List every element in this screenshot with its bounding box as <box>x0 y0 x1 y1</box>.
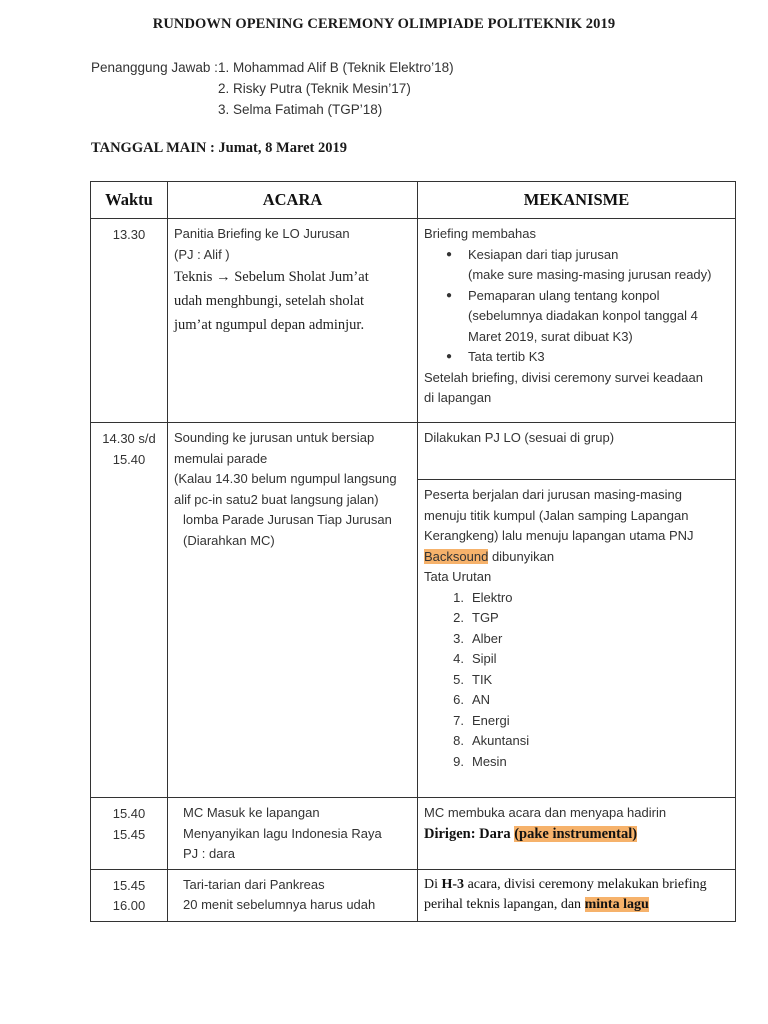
table-row <box>91 798 736 870</box>
acara-line: Panitia Briefing ke LO Jurusan <box>174 226 350 241</box>
acara-line: udah menghbungi, setelah sholat <box>174 293 365 309</box>
backsound-highlight: Backsound <box>424 548 489 564</box>
acara-line: Sounding ke jurusan untuk bersiap <box>174 430 375 445</box>
mekanisme-cell <box>418 480 736 798</box>
acara-line: jum’at ngumpul depan adminjur. <box>174 317 365 333</box>
acara-line: memulai parade <box>174 450 268 466</box>
urutan-item: 3. Alber <box>453 630 503 646</box>
acara-line: Menyanyikan lagu Indonesia Raya <box>183 825 382 841</box>
table-row <box>91 219 736 423</box>
tanggal-main: TANGGAL MAIN : Jumat, 8 Maret 2019 <box>91 140 348 156</box>
acara-line: lomba Parade Jurusan Tiap Jurusan <box>183 512 392 527</box>
acara-line: Teknis → Sebelum Sholat Jum’at <box>174 269 369 285</box>
mek-line: Briefing membahas <box>424 226 536 241</box>
urutan-item: 9. Mesin <box>453 753 507 769</box>
pj-label: Penanggung Jawab : <box>91 60 218 75</box>
waktu-cell: 14.30 s/d 15.40 <box>91 423 168 798</box>
mek-line: menuju titik kumpul (Jalan samping Lapangan <box>424 507 689 523</box>
header-waktu: Waktu <box>91 182 168 219</box>
urutan-item: 4. Sipil <box>453 651 497 666</box>
mek-line: MC membuka acara dan menyapa hadirin <box>424 805 667 820</box>
pj-person-3: 3. Selma Fatimah (TGP’18) <box>218 102 383 117</box>
dirigen-label: Dirigen: Dara <box>424 825 511 842</box>
list-item: ● Kesiapan dari tiap jurusan (make sure masing-masing jurusan ready) <box>446 245 729 286</box>
urutan-item: 6. AN <box>453 692 491 707</box>
mekanisme-cell <box>418 423 736 480</box>
list-item: ● Tata tertib K3 <box>446 347 729 368</box>
mek-line: Peserta berjalan dari jurusan masing-masing <box>424 487 682 502</box>
waktu-cell: 13.30 <box>91 219 168 423</box>
mek-line: Backsound dibunyikan <box>424 548 555 564</box>
urutan-item: 8. Akuntansi <box>453 733 530 748</box>
mek-line: Setelah briefing, divisi ceremony survei keadaan <box>424 369 703 385</box>
acara-cell <box>168 219 418 423</box>
acara-line: MC Masuk ke lapangan <box>183 805 320 820</box>
table-header-row <box>91 182 736 219</box>
acara-cell <box>168 423 418 798</box>
pj-person-1: 1. Mohammad Alif B (Teknik Elektro’18) <box>218 60 454 75</box>
acara-line: (Diarahkan MC) <box>183 532 275 548</box>
header-acara: ACARA <box>168 182 418 219</box>
acara-line: 20 menit sebelumnya harus udah <box>183 897 376 912</box>
mekanisme-cell <box>418 869 736 921</box>
mek-line <box>424 824 729 845</box>
urutan-item: 2. TGP <box>453 610 499 625</box>
urutan-item: 1. Elektro <box>453 589 513 605</box>
acara-line: alif pc-in satu2 buat langsung jalan) <box>174 491 379 507</box>
penanggung-jawab <box>91 57 454 120</box>
pj-person-2: 2. Risky Putra (Teknik Mesin’17) <box>218 81 411 96</box>
urutan-item: 5. TIK <box>453 671 493 687</box>
pake-instrumental-highlight: (pake instrumental) <box>514 825 638 842</box>
acara-cell <box>168 869 418 921</box>
mek-line: perihal teknis lapangan, dan minta lagu <box>424 897 649 912</box>
mekanisme-cell <box>418 219 736 423</box>
mek-line: Di H-3 acara, divisi ceremony melakukan briefing <box>424 876 707 892</box>
acara-line: PJ : dara <box>183 846 236 861</box>
urutan-list <box>424 588 729 773</box>
acara-line: Tari-tarian dari Pankreas <box>183 876 325 892</box>
table-row <box>91 869 736 921</box>
acara-cell <box>168 798 418 870</box>
mek-line: di lapangan <box>424 390 492 405</box>
header-mekanisme: MEKANISME <box>418 182 736 219</box>
waktu-cell: 15.45 16.00 <box>91 869 168 921</box>
rundown-table <box>90 181 736 922</box>
tata-urutan-label: Tata Urutan <box>424 569 492 584</box>
waktu-cell: 15.40 15.45 <box>91 798 168 870</box>
urutan-item: 7. Energi <box>453 712 510 728</box>
table-row <box>91 423 736 480</box>
mekanisme-cell <box>418 798 736 870</box>
minta-lagu-highlight: minta lagu <box>584 897 649 912</box>
document-title: RUNDOWN OPENING CEREMONY OLIMPIADE POLITEKNIK 2019 <box>152 16 616 32</box>
list-item: ● Pemaparan ulang tentang konpol (sebelumnya diadakan konpol tanggal 4 Maret 2019, surat dibuat K3) <box>446 286 729 348</box>
acara-line: (Kalau 14.30 belum ngumpul langsung <box>174 471 397 486</box>
mek-line: Dilakukan PJ LO (sesuai di grup) <box>424 430 615 445</box>
bullet-list <box>424 245 729 368</box>
mek-line: Kerangkeng) lalu menuju lapangan utama PNJ <box>424 528 694 543</box>
acara-line: (PJ : Alif ) <box>174 246 230 262</box>
